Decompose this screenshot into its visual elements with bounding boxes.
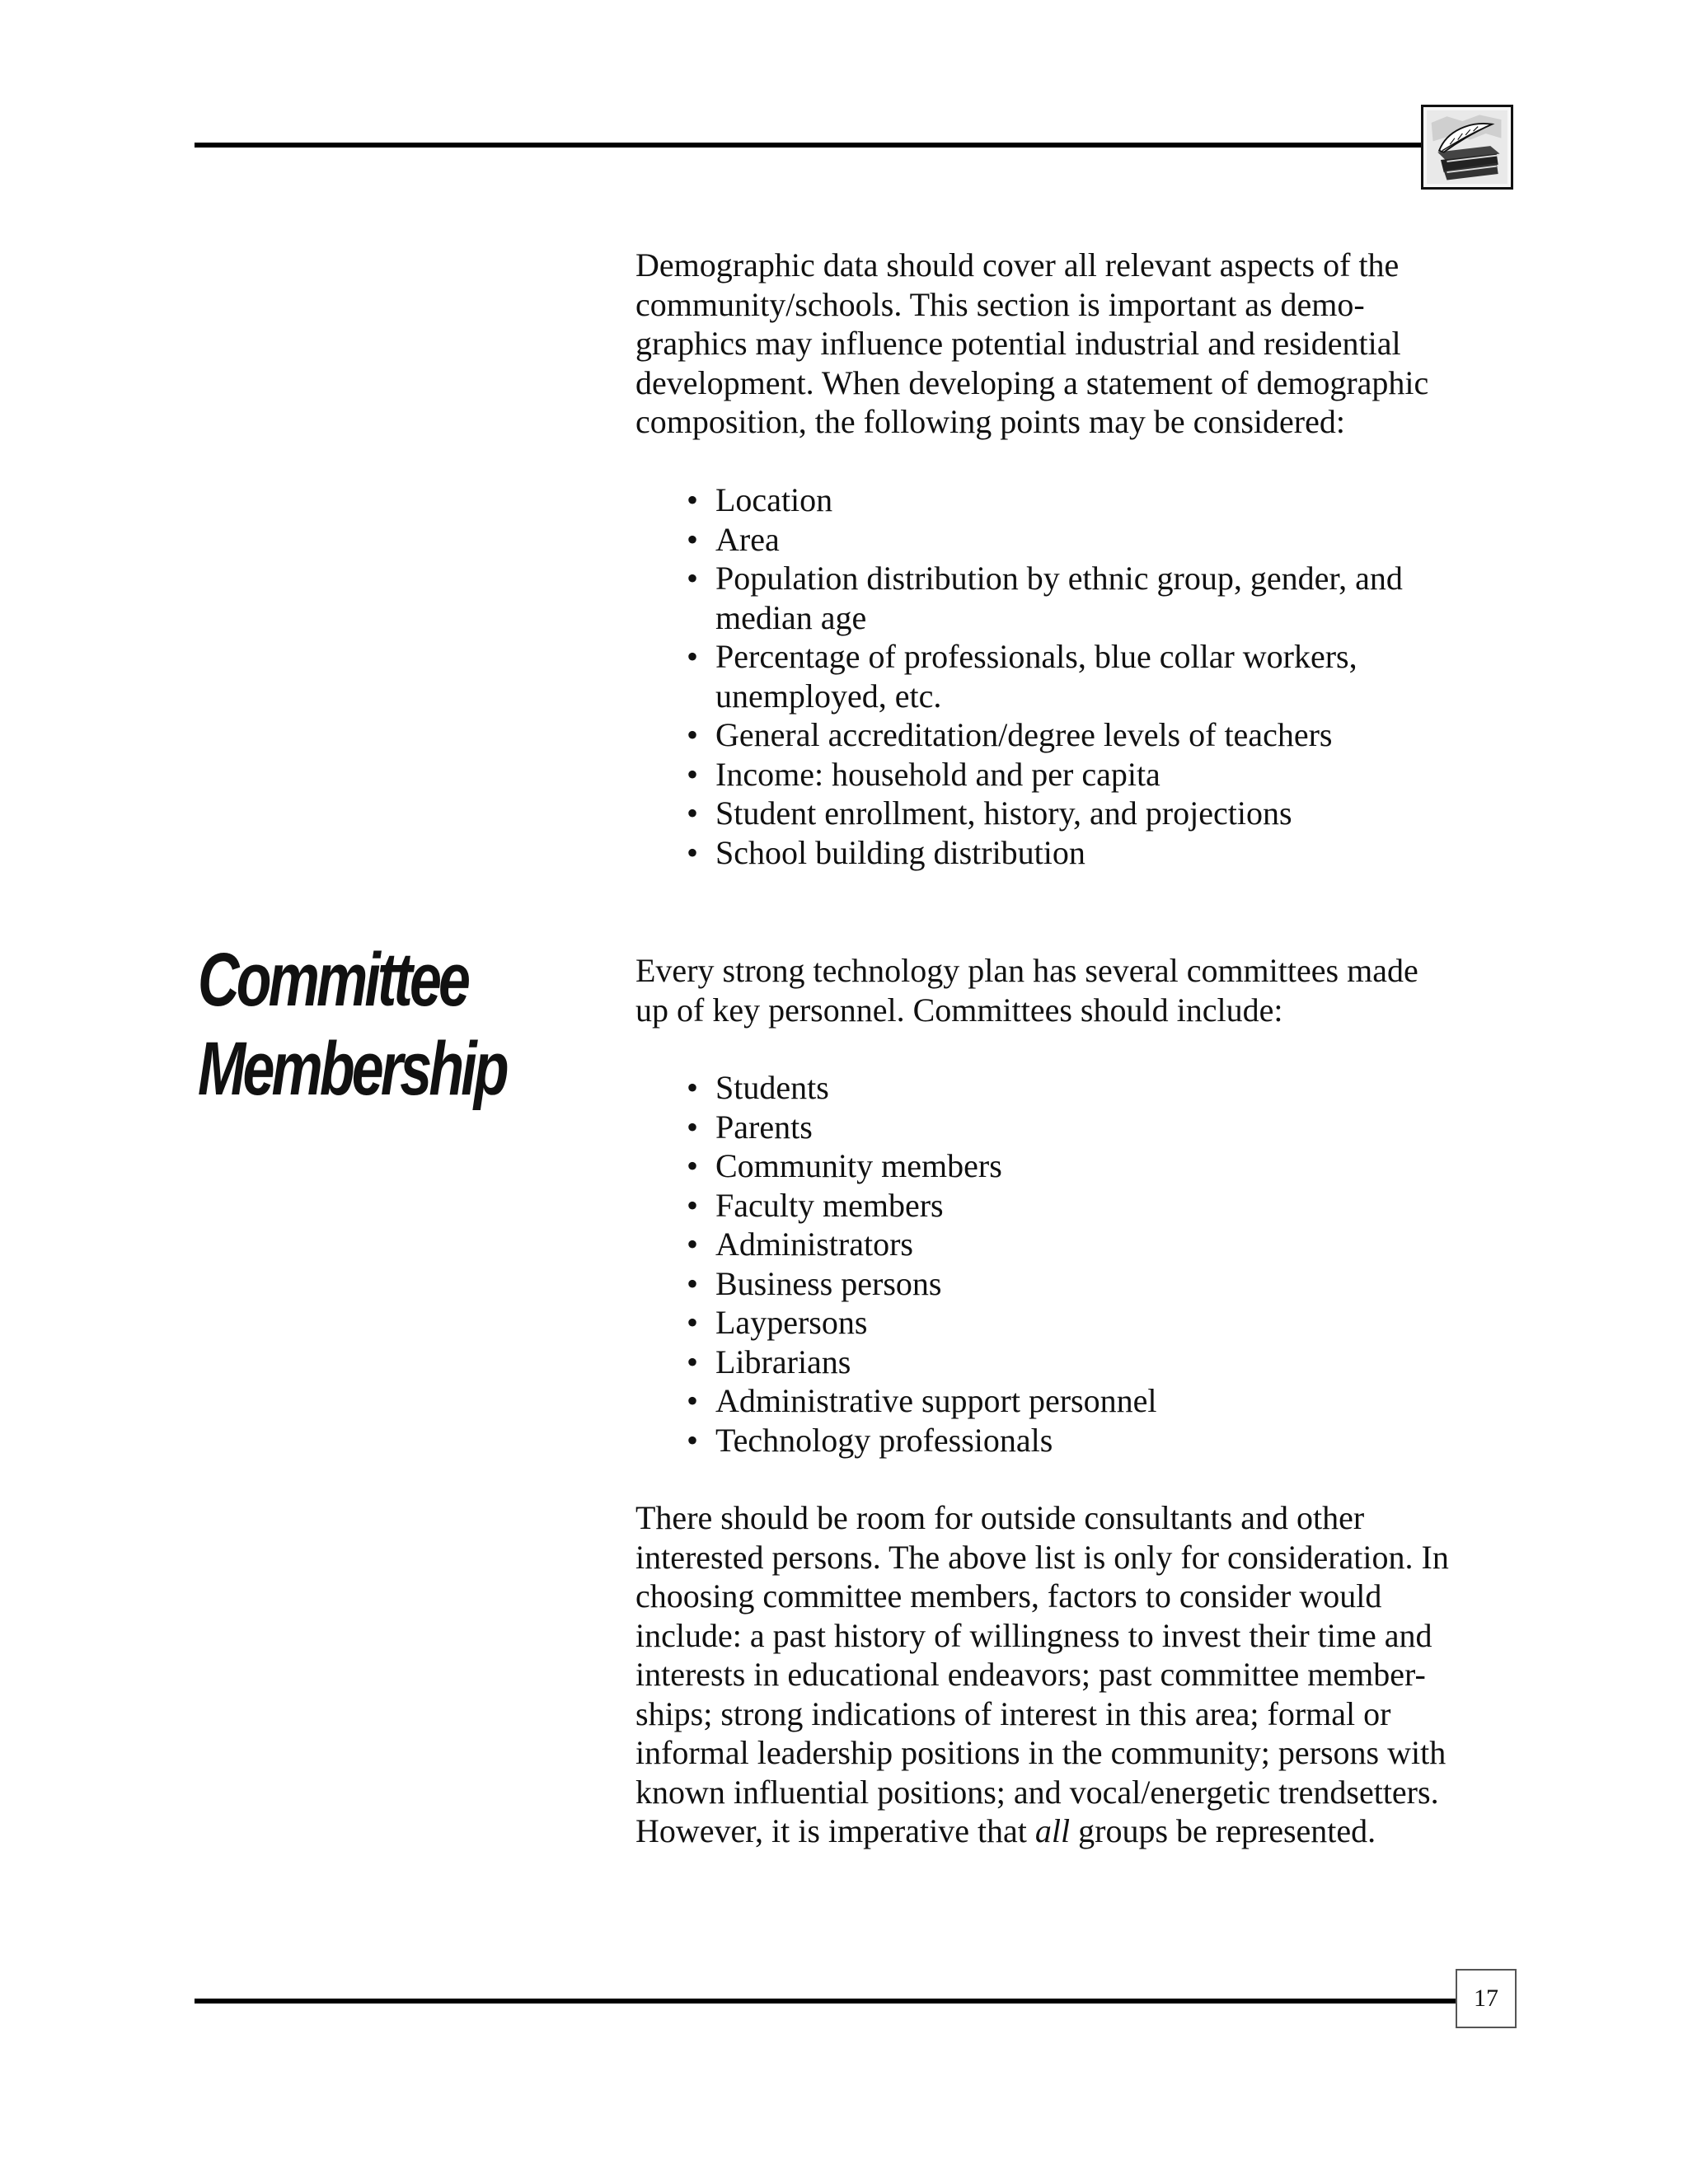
text-line: There should be room for outside consultants and other xyxy=(635,1499,1365,1536)
list-item: • Business persons xyxy=(635,1264,1534,1304)
list-item: • Community members xyxy=(635,1146,1534,1186)
text-line: community/schools. This section is important as demo- xyxy=(635,285,1365,323)
list-item: • Librarians xyxy=(635,1343,1534,1382)
section-heading-line-2: Membership xyxy=(198,1027,506,1111)
list-item: • Percentage of professionals, blue collar workers, xyxy=(635,637,1534,677)
demographic-points-list xyxy=(635,480,1534,872)
list-item: • General accreditation/degree levels of teachers xyxy=(635,715,1534,755)
list-item: • Location xyxy=(635,480,1534,520)
list-item: • Laypersons xyxy=(635,1303,1534,1343)
demographics-intro-paragraph xyxy=(635,246,1534,442)
text-line: informal leadership positions in the community; persons with xyxy=(635,1734,1447,1771)
list-item: • Technology professionals xyxy=(635,1421,1534,1460)
list-item: • Administrators xyxy=(635,1225,1534,1264)
list-item: • School building distribution xyxy=(635,833,1534,873)
text-line: include: a past history of willingness to invest their time and xyxy=(635,1616,1432,1654)
text-line: graphics may influence potential industrial and residential xyxy=(635,325,1401,362)
list-item: • Administrative support personnel xyxy=(635,1381,1534,1421)
text-line: interests in educational endeavors; past committee member- xyxy=(635,1656,1426,1693)
text-line: development. When developing a statement of demographic xyxy=(635,363,1429,401)
text-line: composition, the following points may be considered: xyxy=(635,403,1345,440)
header-rule xyxy=(195,143,1426,148)
list-item: • Students xyxy=(635,1068,1534,1108)
committee-closing-paragraph xyxy=(635,1498,1534,1851)
text-run: groups be represented. xyxy=(1070,1812,1376,1849)
text-line: ships; strong indications of interest in this area; formal or xyxy=(635,1694,1391,1732)
section-heading-committee-membership xyxy=(198,935,506,1113)
text-line: choosing committee members, factors to consider would xyxy=(635,1577,1382,1615)
emphasis-text: all xyxy=(1034,1812,1071,1849)
text-run: However, it is imperative that xyxy=(635,1812,1035,1849)
text-line-final xyxy=(635,1811,1534,1851)
page-number: 17 xyxy=(1456,1969,1517,2028)
text-line: up of key personnel. Committees should include: xyxy=(635,991,1283,1029)
list-item: • Parents xyxy=(635,1108,1534,1147)
list-item-continuation: unemployed, etc. xyxy=(715,677,942,715)
section-heading-line-1: Committee xyxy=(198,938,468,1022)
list-item-continuation: median age xyxy=(715,598,867,636)
quill-and-books-icon xyxy=(1421,105,1513,190)
text-line: Every strong technology plan has several committees made xyxy=(635,952,1418,989)
committee-intro-paragraph xyxy=(635,951,1534,1029)
footer-rule xyxy=(195,1999,1456,2004)
list-item: • Income: household and per capita xyxy=(635,755,1534,794)
list-item: • Student enrollment, history, and projections xyxy=(635,794,1534,833)
text-line: interested persons. The above list is only for consideration. In xyxy=(635,1538,1449,1576)
text-line: known influential positions; and vocal/energetic trendsetters. xyxy=(635,1773,1439,1811)
committee-members-list xyxy=(635,1068,1534,1460)
list-item: • Area xyxy=(635,520,1534,560)
text-line: Demographic data should cover all relevant aspects of the xyxy=(635,246,1400,284)
list-item: • Population distribution by ethnic group, gender, and xyxy=(635,559,1534,598)
list-item: • Faculty members xyxy=(635,1186,1534,1226)
